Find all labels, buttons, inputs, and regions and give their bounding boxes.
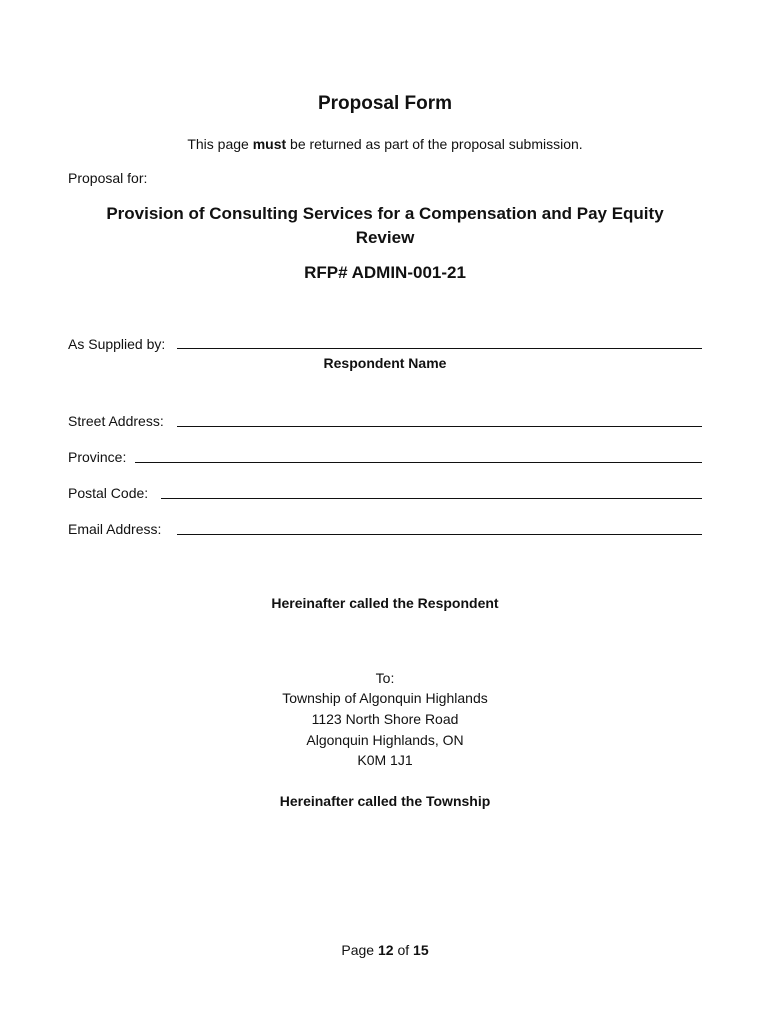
supplied-by-label: As Supplied by: [68, 336, 166, 352]
page-number-footer [0, 942, 770, 958]
recipient-name: Township of Algonquin Highlands [282, 690, 488, 706]
email-address-label: Email Address: [68, 521, 162, 537]
postal-code-label: Postal Code: [68, 485, 149, 501]
supplied-by-field[interactable] [177, 348, 702, 349]
recipient-street: 1123 North Shore Road [311, 711, 459, 727]
recipient-postal-code: K0M 1J1 [357, 752, 413, 768]
email-address-field[interactable] [177, 534, 702, 535]
respondent-name-caption: Respondent Name [323, 355, 447, 371]
instruction-prefix: This page [187, 136, 249, 152]
of-word: of [397, 942, 410, 958]
province-label: Province: [68, 449, 127, 465]
submission-instruction [0, 136, 770, 152]
form-title: Proposal Form [317, 93, 453, 114]
total-pages: 15 [413, 942, 429, 958]
rfp-number: RFP# ADMIN-001-21 [304, 263, 466, 282]
street-address-label: Street Address: [68, 413, 164, 429]
province-field[interactable] [135, 462, 702, 463]
township-note: Hereinafter called the Township [279, 793, 491, 809]
instruction-emphasis: must [252, 136, 287, 152]
to-label: To: [375, 670, 395, 686]
proposal-for-label: Proposal for: [68, 170, 148, 186]
postal-code-field[interactable] [161, 498, 702, 499]
page-word: Page [341, 942, 375, 958]
recipient-city-province: Algonquin Highlands, ON [306, 732, 464, 748]
project-title: Provision of Consulting Services for a Compensation and Pay Equity Review [106, 204, 664, 247]
respondent-note: Hereinafter called the Respondent [271, 595, 499, 611]
current-page: 12 [377, 942, 394, 958]
street-address-field[interactable] [177, 426, 702, 427]
instruction-suffix: be returned as part of the proposal submission. [290, 136, 583, 152]
